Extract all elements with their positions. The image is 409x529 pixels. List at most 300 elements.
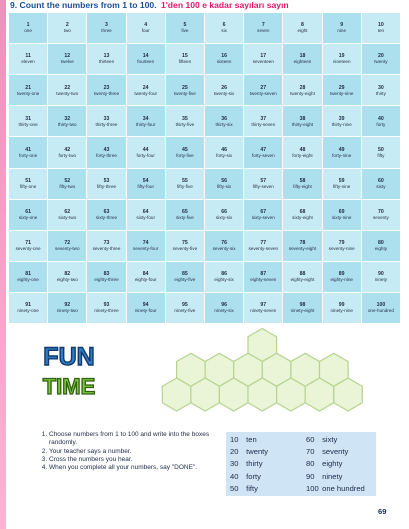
number-digit: 6 bbox=[222, 22, 226, 29]
number-digit: 95 bbox=[182, 302, 188, 309]
number-cell bbox=[166, 44, 204, 74]
number-cell bbox=[87, 169, 125, 199]
page-edge-bar bbox=[0, 0, 6, 529]
number-digit: 100 bbox=[376, 302, 386, 309]
number-word: fifty-seven bbox=[252, 183, 274, 189]
number-digit: 39 bbox=[338, 115, 345, 122]
number-word: thirty-eight bbox=[291, 121, 314, 127]
number-digit: 50 bbox=[378, 146, 384, 153]
number-cell bbox=[362, 231, 400, 261]
number-word: forty-two bbox=[58, 152, 77, 158]
number-word: eight bbox=[297, 28, 308, 34]
number-cell bbox=[283, 293, 321, 323]
number-cell bbox=[244, 231, 282, 261]
number-digit: 29 bbox=[338, 84, 345, 91]
number-digit: 84 bbox=[142, 271, 149, 278]
number-digit: 22 bbox=[64, 84, 71, 91]
tens-column-left bbox=[230, 434, 268, 495]
number-word: sixty-nine bbox=[331, 214, 352, 220]
tens-word: twenty bbox=[246, 447, 269, 457]
number-digit: 66 bbox=[221, 208, 227, 215]
number-cell bbox=[205, 137, 243, 167]
number-cell bbox=[127, 231, 165, 261]
number-cell bbox=[362, 106, 400, 136]
page-number: 69 bbox=[378, 507, 387, 516]
number-cell bbox=[127, 75, 165, 105]
number-cell bbox=[87, 137, 125, 167]
number-digit: 43 bbox=[103, 146, 110, 153]
number-digit: 72 bbox=[64, 240, 71, 247]
number-digit: 63 bbox=[103, 208, 110, 215]
number-word: thirty-two bbox=[57, 121, 77, 127]
number-digit: 5 bbox=[183, 22, 187, 29]
number-digit: 74 bbox=[142, 240, 149, 247]
number-cell bbox=[283, 262, 321, 292]
number-digit: 86 bbox=[221, 271, 227, 278]
tens-digit: 10 bbox=[230, 435, 239, 444]
number-word: fifty-eight bbox=[293, 183, 312, 189]
number-cell bbox=[205, 13, 243, 43]
number-word: fifty-nine bbox=[333, 183, 351, 189]
number-cell bbox=[127, 106, 165, 136]
number-digit: 13 bbox=[103, 53, 110, 60]
tens-digit: 50 bbox=[230, 483, 239, 493]
number-word: ninety-four bbox=[134, 308, 157, 314]
number-cell bbox=[87, 200, 125, 230]
number-cell bbox=[323, 44, 361, 74]
number-word: eighty-three bbox=[94, 277, 119, 283]
number-cell bbox=[166, 262, 204, 292]
number-cell bbox=[244, 106, 282, 136]
number-word: sixty-five bbox=[175, 214, 194, 220]
number-word: seventy-one bbox=[15, 246, 41, 252]
number-digit: 82 bbox=[64, 271, 71, 278]
number-digit: 14 bbox=[142, 53, 149, 60]
number-cell bbox=[48, 44, 86, 74]
number-digit: 32 bbox=[64, 115, 71, 122]
tens-digit: 100 bbox=[306, 483, 319, 493]
number-cell bbox=[244, 75, 282, 105]
number-word: thirteen bbox=[98, 59, 115, 65]
number-cell bbox=[87, 262, 125, 292]
number-cell bbox=[48, 293, 86, 323]
number-digit: 71 bbox=[25, 240, 31, 247]
number-word: sixty-six bbox=[215, 214, 233, 220]
number-word: eighty bbox=[374, 246, 388, 252]
number-digit: 97 bbox=[260, 302, 267, 309]
number-word: four bbox=[141, 28, 150, 34]
number-digit: 75 bbox=[182, 240, 188, 247]
tens-digit: 90 bbox=[306, 471, 315, 481]
number-word: twenty bbox=[374, 59, 388, 65]
number-cell bbox=[9, 200, 47, 230]
number-digit: 12 bbox=[64, 53, 71, 60]
number-digit: 61 bbox=[25, 208, 31, 215]
number-digit: 90 bbox=[378, 271, 384, 278]
instructions-list bbox=[38, 431, 224, 472]
number-word: fifty-five bbox=[176, 183, 193, 189]
number-word: ninety-six bbox=[214, 308, 234, 314]
number-cell bbox=[9, 231, 47, 261]
number-digit: 49 bbox=[338, 146, 345, 153]
number-cell bbox=[48, 137, 86, 167]
number-word: forty bbox=[376, 121, 386, 127]
number-word: six bbox=[221, 28, 227, 34]
number-word: sixty bbox=[376, 183, 386, 189]
number-word: ninety bbox=[374, 277, 388, 283]
number-cell bbox=[87, 106, 125, 136]
number-cell bbox=[323, 200, 361, 230]
number-cell bbox=[9, 137, 47, 167]
number-cell bbox=[9, 293, 47, 323]
tens-digit: 70 bbox=[306, 447, 315, 457]
number-cell bbox=[283, 200, 321, 230]
number-digit: 24 bbox=[142, 84, 149, 91]
number-word: ninety-three bbox=[94, 308, 119, 314]
number-cell bbox=[244, 13, 282, 43]
number-cell bbox=[283, 169, 321, 199]
tens-word: sixty bbox=[322, 435, 338, 444]
number-cell bbox=[48, 231, 86, 261]
number-word: forty-six bbox=[216, 152, 233, 158]
number-digit: 99 bbox=[338, 302, 345, 309]
number-word: seventy-eight bbox=[288, 246, 317, 252]
number-cell bbox=[205, 293, 243, 323]
number-word: twenty-two bbox=[56, 90, 79, 96]
number-cell bbox=[9, 169, 47, 199]
number-cell bbox=[244, 293, 282, 323]
number-cell bbox=[323, 106, 361, 136]
number-word: twenty-seven bbox=[249, 90, 277, 96]
exercise-title-turkish: 1'den 100 e kadar sayıları sayın bbox=[160, 0, 289, 10]
number-word: sixty-three bbox=[95, 214, 118, 220]
number-cell bbox=[323, 137, 361, 167]
number-cell bbox=[127, 44, 165, 74]
number-word: eighty-five bbox=[174, 277, 196, 283]
number-digit: 78 bbox=[299, 240, 306, 247]
number-cell bbox=[48, 13, 86, 43]
number-digit: 35 bbox=[182, 115, 188, 122]
number-cell bbox=[362, 137, 400, 167]
number-digit: 59 bbox=[338, 177, 345, 184]
number-digit: 27 bbox=[260, 84, 267, 91]
number-cell bbox=[283, 44, 321, 74]
number-digit: 17 bbox=[260, 53, 267, 60]
number-digit: 40 bbox=[378, 115, 384, 122]
number-digit: 81 bbox=[25, 271, 31, 278]
number-word: fifty-three bbox=[96, 183, 117, 189]
number-cell bbox=[283, 75, 321, 105]
number-digit: 21 bbox=[25, 84, 31, 91]
number-digit: 23 bbox=[103, 84, 110, 91]
number-digit: 68 bbox=[299, 208, 306, 215]
number-digit: 80 bbox=[378, 240, 384, 247]
exercise-title: 9. Count the numbers from 1 to 100. bbox=[10, 0, 157, 10]
fun-time-logo bbox=[34, 338, 104, 400]
number-digit: 36 bbox=[221, 115, 227, 122]
number-word: thirty-three bbox=[95, 121, 118, 127]
number-digit: 20 bbox=[378, 53, 384, 60]
number-word: forty-nine bbox=[332, 152, 352, 158]
number-word: forty-four bbox=[136, 152, 155, 158]
tens-word: ten bbox=[246, 435, 257, 444]
number-word: ninety-eight bbox=[290, 308, 315, 314]
number-digit: 48 bbox=[299, 146, 306, 153]
number-digit: 76 bbox=[221, 240, 227, 247]
number-digit: 77 bbox=[260, 240, 267, 247]
tens-row bbox=[230, 446, 268, 458]
number-word: ninety-nine bbox=[330, 308, 353, 314]
number-cell bbox=[48, 262, 86, 292]
tens-digit: 40 bbox=[230, 471, 239, 481]
tens-row bbox=[306, 446, 365, 458]
number-digit: 3 bbox=[105, 22, 108, 29]
number-word: sixty-eight bbox=[292, 214, 313, 220]
tens-row bbox=[306, 471, 365, 483]
number-cell bbox=[205, 44, 243, 74]
tens-word: thirty bbox=[246, 459, 263, 469]
number-digit: 60 bbox=[378, 177, 384, 184]
number-digit: 87 bbox=[260, 271, 267, 278]
number-digit: 98 bbox=[299, 302, 306, 309]
number-word: eighty-seven bbox=[250, 277, 277, 283]
number-cell bbox=[87, 293, 125, 323]
number-word: twenty-four bbox=[134, 90, 158, 96]
number-cell bbox=[362, 44, 400, 74]
number-word: two bbox=[63, 28, 71, 34]
game-instructions bbox=[38, 431, 224, 472]
number-cell bbox=[283, 137, 321, 167]
number-word: one bbox=[24, 28, 32, 34]
number-cell bbox=[166, 231, 204, 261]
number-cell bbox=[166, 200, 204, 230]
number-cell bbox=[166, 137, 204, 167]
number-cell bbox=[205, 262, 243, 292]
number-word: forty-three bbox=[96, 152, 117, 158]
tens-digit: 80 bbox=[306, 459, 315, 469]
number-digit: 31 bbox=[25, 115, 31, 122]
number-digit: 30 bbox=[378, 84, 384, 91]
exercise-heading bbox=[10, 0, 289, 12]
instruction-item: 3. Cross the numbers you hear. bbox=[49, 456, 224, 464]
number-word: thirty-seven bbox=[251, 121, 276, 127]
number-digit: 44 bbox=[142, 146, 149, 153]
number-digit: 2 bbox=[65, 22, 69, 29]
tens-row bbox=[230, 458, 268, 470]
number-digit: 67 bbox=[260, 208, 267, 215]
number-cell bbox=[166, 293, 204, 323]
number-cell bbox=[127, 13, 165, 43]
number-digit: 10 bbox=[378, 22, 384, 29]
tens-digit: 30 bbox=[230, 459, 239, 469]
number-word: forty-one bbox=[19, 152, 38, 158]
instruction-item: 1. Choose numbers from 1 to 100 and write into the boxes randomly. bbox=[49, 431, 224, 448]
number-word: twenty-nine bbox=[329, 90, 354, 96]
number-cell bbox=[205, 106, 243, 136]
number-cell bbox=[323, 169, 361, 199]
number-cell bbox=[205, 231, 243, 261]
bingo-hexagon-board bbox=[120, 325, 409, 425]
number-digit: 70 bbox=[378, 208, 384, 215]
number-cell bbox=[48, 200, 86, 230]
number-cell bbox=[283, 13, 321, 43]
number-cell bbox=[205, 200, 243, 230]
number-word: twenty-six bbox=[213, 90, 235, 96]
tens-row bbox=[306, 458, 365, 470]
number-cell bbox=[9, 75, 47, 105]
number-cell bbox=[48, 75, 86, 105]
number-digit: 55 bbox=[182, 177, 188, 184]
number-digit: 57 bbox=[260, 177, 267, 184]
number-word: seventy bbox=[372, 214, 389, 220]
number-word: eighty-four bbox=[134, 277, 157, 283]
number-cell bbox=[48, 169, 86, 199]
number-digit: 34 bbox=[142, 115, 149, 122]
number-word: forty-eight bbox=[292, 152, 313, 158]
number-cell bbox=[244, 169, 282, 199]
number-cell bbox=[166, 106, 204, 136]
number-cell bbox=[362, 262, 400, 292]
tens-word: forty bbox=[246, 471, 261, 481]
number-digit: 28 bbox=[299, 84, 306, 91]
number-cell bbox=[48, 106, 86, 136]
number-word: ten bbox=[377, 28, 385, 34]
number-digit: 47 bbox=[260, 146, 267, 153]
tens-row bbox=[306, 434, 365, 446]
number-digit: 45 bbox=[182, 146, 188, 153]
number-digit: 19 bbox=[338, 53, 345, 60]
number-word: nineteen bbox=[332, 59, 351, 65]
number-word: twenty-one bbox=[16, 90, 40, 96]
number-word: seventy-six bbox=[212, 246, 236, 252]
number-digit: 25 bbox=[182, 84, 188, 91]
tens-word: fifty bbox=[246, 483, 258, 493]
number-digit: 51 bbox=[25, 177, 31, 184]
number-digit: 46 bbox=[221, 146, 227, 153]
number-word: eighty-eight bbox=[290, 277, 315, 283]
number-cell bbox=[166, 75, 204, 105]
number-digit: 91 bbox=[25, 302, 31, 309]
number-cell bbox=[205, 75, 243, 105]
number-word: seventeen bbox=[252, 59, 274, 65]
number-word: thirty-one bbox=[18, 121, 38, 127]
number-word: ninety-seven bbox=[250, 308, 277, 314]
fun-time-word-2: TIME bbox=[42, 374, 96, 399]
number-cell bbox=[87, 75, 125, 105]
number-digit: 18 bbox=[299, 53, 306, 60]
number-digit: 42 bbox=[64, 146, 71, 153]
number-word: fifty bbox=[377, 152, 385, 158]
number-digit: 15 bbox=[182, 53, 188, 60]
number-word: twenty-three bbox=[93, 90, 120, 96]
number-digit: 1 bbox=[26, 22, 30, 29]
tens-word: ninety bbox=[322, 471, 343, 481]
number-cell bbox=[127, 169, 165, 199]
number-word: fifteen bbox=[178, 59, 192, 65]
number-digit: 94 bbox=[142, 302, 149, 309]
instruction-item: 4. When you complete all your numbers, say "DONE". bbox=[49, 464, 224, 472]
number-digit: 89 bbox=[338, 271, 345, 278]
number-digit: 64 bbox=[142, 208, 149, 215]
number-digit: 41 bbox=[25, 146, 31, 153]
number-word: fifty-two bbox=[59, 183, 76, 189]
number-cell bbox=[9, 106, 47, 136]
number-cell bbox=[9, 44, 47, 74]
number-digit: 96 bbox=[221, 302, 227, 309]
number-word: eighty-two bbox=[56, 277, 78, 283]
tens-row bbox=[230, 434, 268, 446]
tens-digit: 60 bbox=[306, 435, 315, 444]
number-cell bbox=[244, 262, 282, 292]
number-word: three bbox=[101, 28, 112, 34]
tens-column-right bbox=[306, 434, 365, 495]
number-cell bbox=[87, 44, 125, 74]
number-word: fourteen bbox=[137, 59, 155, 65]
number-word: sixty-seven bbox=[251, 214, 275, 220]
number-word: ninety-one bbox=[17, 308, 39, 314]
number-cell bbox=[127, 200, 165, 230]
number-word: eighty-six bbox=[214, 277, 234, 283]
number-cell bbox=[323, 75, 361, 105]
number-word: thirty bbox=[375, 90, 386, 96]
number-digit: 83 bbox=[103, 271, 110, 278]
number-cell bbox=[323, 13, 361, 43]
number-cell bbox=[323, 293, 361, 323]
number-word: eighty-nine bbox=[330, 277, 353, 283]
number-word: seventy-two bbox=[55, 246, 80, 252]
number-digit: 7 bbox=[261, 22, 265, 29]
number-cell bbox=[362, 13, 400, 43]
number-cell bbox=[244, 137, 282, 167]
number-digit: 9 bbox=[340, 22, 344, 29]
tens-row bbox=[230, 471, 268, 483]
number-word: twenty-five bbox=[173, 90, 196, 96]
number-word: eleven bbox=[21, 59, 35, 65]
number-word: thirty-six bbox=[215, 121, 233, 127]
number-word: eighty-one bbox=[17, 277, 39, 283]
number-word: forty-seven bbox=[251, 152, 275, 158]
number-digit: 52 bbox=[64, 177, 71, 184]
number-cell bbox=[127, 137, 165, 167]
number-digit: 53 bbox=[103, 177, 110, 184]
instruction-item: 2. Your teacher says a number. bbox=[49, 448, 224, 456]
number-cell bbox=[283, 106, 321, 136]
number-digit: 88 bbox=[299, 271, 306, 278]
number-word: nine bbox=[337, 28, 347, 34]
number-digit: 33 bbox=[103, 115, 110, 122]
number-word: fifty-six bbox=[216, 183, 232, 189]
number-word: twenty-eight bbox=[290, 90, 315, 96]
number-digit: 11 bbox=[25, 53, 31, 60]
number-cell bbox=[166, 13, 204, 43]
number-word: thirty-five bbox=[175, 121, 195, 127]
number-word: seventy-four bbox=[133, 246, 159, 252]
number-digit: 85 bbox=[182, 271, 188, 278]
number-word: seventy-three bbox=[92, 246, 121, 252]
number-cell bbox=[362, 75, 400, 105]
number-digit: 38 bbox=[299, 115, 306, 122]
tens-word: seventy bbox=[322, 447, 349, 457]
number-word: twelve bbox=[60, 59, 74, 65]
tens-row bbox=[306, 483, 365, 495]
tens-word: one hundred bbox=[322, 483, 365, 493]
number-word: fifty-one bbox=[19, 183, 37, 189]
number-cell bbox=[87, 231, 125, 261]
number-digit: 65 bbox=[182, 208, 188, 215]
number-word: fifty-four bbox=[137, 183, 154, 189]
number-word: seventy-seven bbox=[248, 246, 279, 252]
number-digit: 73 bbox=[103, 240, 110, 247]
